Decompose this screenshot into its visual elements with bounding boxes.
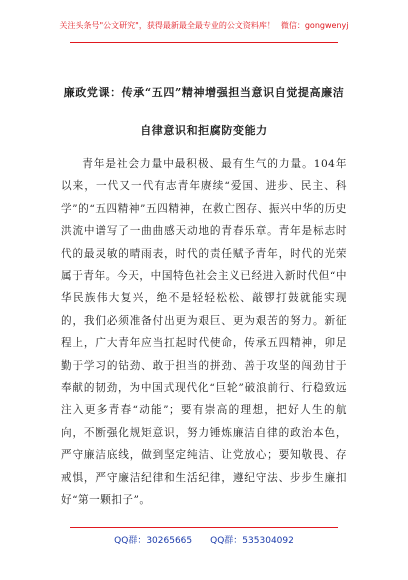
body-paragraph: 青年是社会力量中最积极、最有生气的力量。104年以来，一代又一代有志青年赓续“爱国、进步、民主、科学”的“五四精神”五四精神，在救亡图存、振兴中华的历史洪流中谱写了一曲曲感天动地的青春乐章。青年是标志时代的最灵敏的晴雨表，时代的责任赋予青年，时代的光荣属于青年。今天，中国特色社会主义已经进入新时代但“中华民族伟大复兴，绝不是轻轻松松、敲锣打鼓就能实现的，我们必须准备付出更为艰巨、更为艰苦的努力。新征程上，广大青年应当扛起时代使命，传承五四精神，卯足勤于学习的钻劲、敢于担当的拼劲、善于攻坚的闯劲甘于奉献的韧劲，为中国式现代化“巨轮”破浪前行、行稳致远注入更多青春“动能”；要有崇高的理想，把好人生的航向，不断强化规矩意识，努力锤炼廉洁自律的政治本色，严守廉洁底线，做到坚定纯洁、让党放心；要知敬畏、存戒惧，严守廉洁纪律和生活纪律，遵纪守法、步步生廉扣好“第一颗扣子”。 xyxy=(61,158,347,507)
document-title-line2: 自律意识和拒腐防变能力 xyxy=(140,124,268,137)
footer-divider xyxy=(70,527,338,528)
document-title-line1: 廉政党课：传承“五四”精神增强担当意识自觉提高廉洁 xyxy=(63,86,345,99)
header-notice xyxy=(0,20,408,32)
header-divider xyxy=(70,42,338,43)
footer xyxy=(0,534,408,548)
header-wechat: 微信：gongwenyj xyxy=(280,21,349,30)
header-notice-text: 关注头条号"公文研究"，获得最新最全最专业的公文资料库！ xyxy=(59,21,275,30)
footer-qq-group-2: QQ群：535304092 xyxy=(210,536,294,546)
footer-qq-group-1: QQ群：30265665 xyxy=(114,536,193,546)
